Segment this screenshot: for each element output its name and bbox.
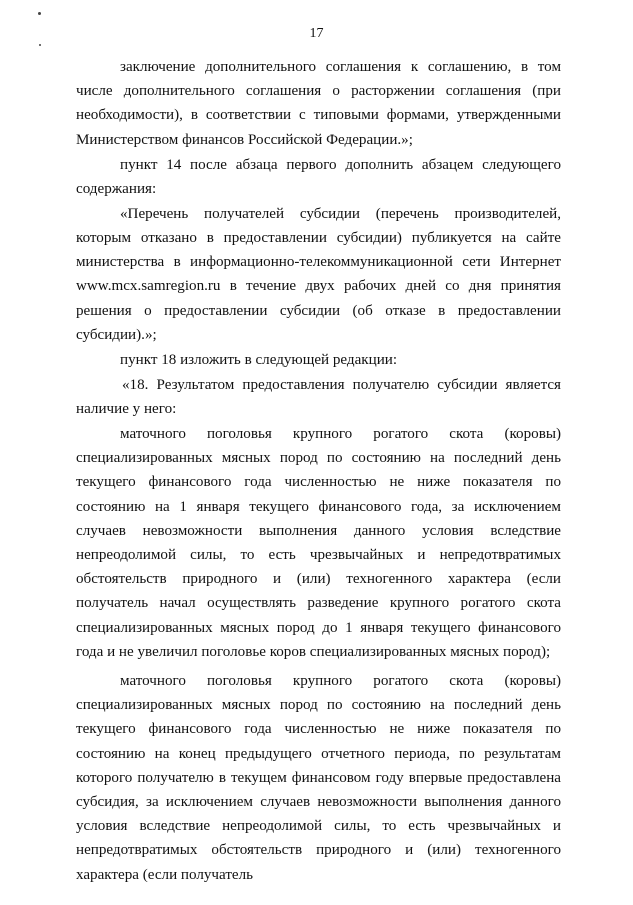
paragraph: маточного поголовья крупного рогатого скота (коровы) специализированных мясных пород по состоянию на последний день текущего финансового года численностью не ниже показателя по состоянию на конец предыдущего отчетного периода, по результатам которого получателю в текущем финансовом году впервые предоставлена субсидия, за исключением случаев невозможности выполнения данного условия вследствие непреодолимой силы, то есть чрезвычайных и непредотвратимых обстоятельств природного и (или) техногенного характера (если получатель	[76, 673, 561, 883]
paragraph: «Перечень получателей субсидии (перечень производителей, которым отказано в предоставлении субсидии) публикуется на сайте министерства в информационно-телекоммуникационной сети Интернет www.mcx.samregion.ru в течение двух рабочих дней со дня принятия решения о предоставлении субсидии (об отказе в предоставлении субсидии).»;	[76, 205, 561, 343]
paragraph: пункт 18 изложить в следующей редакции:	[120, 351, 398, 368]
paragraph: заключение дополнительного соглашения к соглашению, в том числе дополнительного соглашения о расторжении соглашения (при необходимости), в соответствии с типовыми формами, утвержденными Министерством финансов Российской Федерации.»;	[76, 59, 561, 148]
paragraph: маточного поголовья крупного рогатого скота (коровы) специализированных мясных пород по состоянию на последний день текущего финансового года численностью не ниже показателя по состоянию на 1 января текущего финансового года, за исключением случаев невозможности выполнения данного условия вследствие непреодолимой силы, то есть чрезвычайных и непредотвратимых обстоятельств природного и (или) техногенного характера (если получатель начал осуществлять разведение крупного рогатого скота специализированных мясных пород до 1 января текущего финансового года и не увеличил поголовье коров специализированных мясных пород);	[76, 426, 561, 660]
scan-speck	[38, 12, 41, 15]
document-body	[76, 55, 561, 888]
paragraph: «18. Результатом предоставления получателю субсидии является наличие у него:	[76, 376, 561, 418]
page-number: 17	[309, 26, 324, 41]
scan-speck	[39, 44, 41, 46]
paragraph: пункт 14 после абзаца первого дополнить абзацем следующего содержания:	[76, 156, 561, 197]
